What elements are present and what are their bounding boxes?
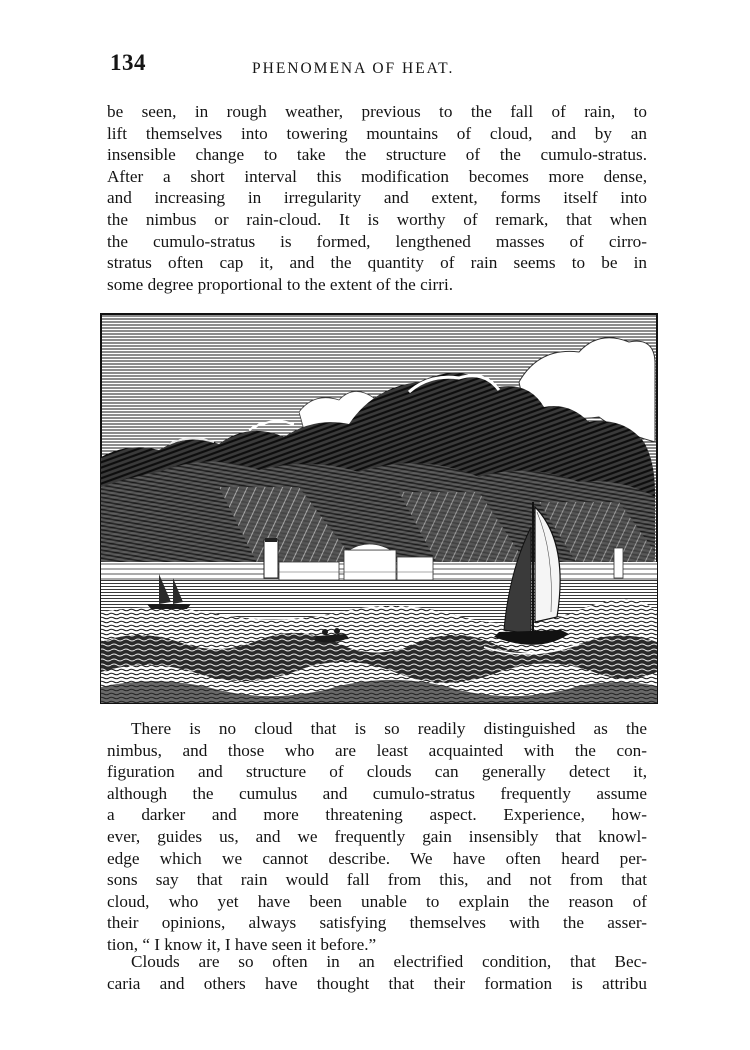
text-line: their opinions, always satisfying themselves with the asser- [107, 913, 647, 933]
text-line: although the cumulus and cumulo-stratus frequently assume [107, 783, 647, 803]
text-line: a darker and more threatening aspect. Experience, how- [107, 805, 647, 825]
text-line: stratus often cap it, and the quantity of rain seems to be in [107, 253, 647, 273]
text-line: sons say that rain would fall from this, and not from that [107, 870, 647, 890]
text-line: ever, guides us, and we frequently gain insensibly that knowl- [107, 826, 647, 846]
text-line: the cumulo-stratus is formed, lengthened masses of cirro- [107, 231, 647, 251]
paragraph-1 [107, 101, 647, 295]
text-line: some degree proportional to the extent of the cirri. [107, 274, 454, 294]
text-line: the nimbus or rain-cloud. It is worthy of remark, that when [107, 209, 647, 229]
text-line: tion, “ I know it, I have seen it before.” [107, 934, 377, 954]
rain-cloud-engraving [99, 312, 659, 705]
text-line: be seen, in rough weather, previous to the fall of rain, to [107, 102, 647, 121]
text-line: and increasing in irregularity and extent, forms itself into [107, 188, 647, 208]
paragraph-2 [107, 718, 647, 956]
text-line: edge which we cannot describe. We have often heard per- [107, 848, 647, 868]
paragraph-3 [107, 951, 647, 994]
text-line: nimbus, and those who are least acquainted with the con- [107, 740, 647, 760]
page-number: 134 [110, 50, 146, 75]
text-line: cloud, who yet have been unable to explain the reason of [107, 891, 647, 911]
text-line: After a short interval this modification becomes more dense, [107, 166, 647, 186]
text-line: There is no cloud that is so readily distinguished as the [131, 719, 647, 738]
text-line: caria and others have thought that their formation is attribu [107, 973, 647, 993]
text-line: figuration and structure of clouds can generally detect it, [107, 762, 647, 782]
text-line: Clouds are so often in an electrified condition, that Bec- [131, 952, 647, 971]
running-head: PHENOMENA OF HEAT. [252, 60, 455, 77]
text-line: lift themselves into towering mountains of cloud, and by an [107, 123, 647, 143]
text-line: insensible change to take the structure of the cumulo-stratus. [107, 145, 647, 165]
